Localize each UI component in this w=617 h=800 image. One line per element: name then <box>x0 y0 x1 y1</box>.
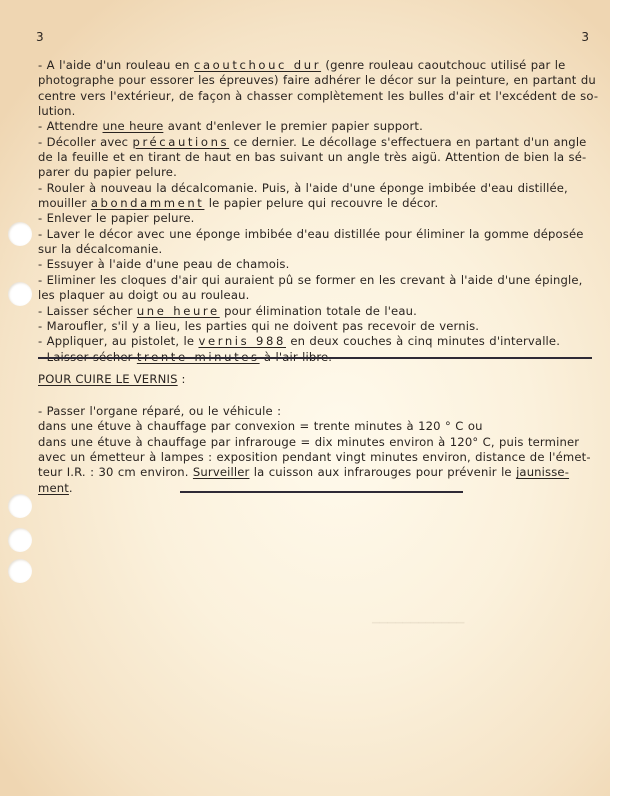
scan-edge-bottom <box>0 796 617 800</box>
text-run: - A l'aide d'un rouleau en <box>38 58 194 72</box>
text-run: - Eliminer les cloques d'air qui auraient pû se former en les crevant à l'aide d'une épingle, <box>38 272 583 287</box>
underlined-term: vernis 988 <box>198 334 286 349</box>
text-line <box>38 450 594 465</box>
punch-hole <box>8 528 32 552</box>
text-run: avec un émetteur à lampes : exposition pendant vingt minutes environ, distance de l'émet- <box>38 450 591 465</box>
text-run: pour élimination totale de l'eau. <box>219 303 417 318</box>
section-divider <box>38 357 592 359</box>
instructions-text <box>38 58 599 365</box>
section-body-text <box>38 404 594 496</box>
text-run: les plaquer au doigt ou au rouleau. <box>38 288 250 303</box>
text-line <box>38 135 594 150</box>
text-line <box>38 227 594 242</box>
text-run: dans une étuve à chauffage par infrarouge = dix minutes environ à 120° C, puis terminer <box>38 434 580 449</box>
text-line <box>38 58 594 73</box>
punch-hole <box>8 222 32 246</box>
underlined-term: Surveiller <box>192 465 250 480</box>
scan-edge-right <box>610 0 617 800</box>
text-line <box>38 165 594 180</box>
text-line <box>38 273 594 288</box>
text-line <box>38 73 594 88</box>
text-line <box>38 481 594 496</box>
punch-hole <box>8 282 32 306</box>
text-line <box>38 304 594 319</box>
text-line <box>38 435 594 450</box>
text-run: - Appliquer, au pistolet, le <box>38 334 199 349</box>
text-run: avant d'enlever le premier papier support. <box>163 119 423 134</box>
text-line <box>38 465 594 480</box>
text-run: de la feuille et en tirant de haut en bas suivant un angle très aigü. Attention de bien la sé- <box>38 150 587 165</box>
punch-hole <box>8 494 32 518</box>
underlined-term: précautions <box>132 134 230 149</box>
text-line <box>38 257 594 272</box>
bleed-through-text: ▁▁▁▁▁▁▁▁▁▁▁▁ <box>372 613 465 624</box>
text-line <box>38 319 594 334</box>
section-title-text: POUR CUIRE LE VERNIS <box>38 372 178 386</box>
page-number-right: 3 <box>581 30 589 44</box>
text-line <box>38 419 594 434</box>
text-run: - Passer l'organe réparé, ou le véhicule : <box>38 404 282 418</box>
text-run: . <box>68 480 73 495</box>
text-run: - Rouler à nouveau la décalcomanie. Puis, à l'aide d'une éponge imbibée d'eau distillée, <box>38 180 568 195</box>
text-line <box>38 88 599 104</box>
text-run: le papier pelure qui recouvre le décor. <box>204 196 439 211</box>
text-run: - Maroufler, s'il y a lieu, les parties qui ne doivent pas recevoir de vernis. <box>38 318 480 333</box>
text-run: lution. <box>38 104 76 119</box>
text-run: centre vers l'extérieur, de façon à chasser complètement les bulles d'air et l'excédent de so- <box>38 88 599 103</box>
punch-hole <box>8 559 32 583</box>
text-run: - Décoller avec <box>38 134 133 149</box>
text-line <box>38 404 594 419</box>
text-run: - Laver le décor avec une éponge imbibée d'eau distillée pour éliminer la gomme déposée <box>38 226 584 241</box>
text-line <box>38 196 594 211</box>
text-run: - Essuyer à l'aide d'une peau de chamois. <box>38 257 290 272</box>
text-line <box>38 211 594 226</box>
text-line <box>38 181 594 196</box>
section-title-colon: : <box>177 372 186 386</box>
text-line <box>38 150 594 165</box>
underlined-term: abondamment <box>90 196 205 211</box>
underlined-term: ment <box>38 480 69 495</box>
text-line <box>38 334 594 349</box>
text-run: teur I.R. : 30 cm environ. <box>38 465 193 480</box>
underlined-term: une heure <box>136 303 220 318</box>
text-run: dans une étuve à chauffage par convexion = trente minutes à 120 ° C ou <box>38 419 483 434</box>
underlined-term: caoutchouc dur <box>194 58 322 72</box>
text-line <box>38 104 594 119</box>
text-line <box>38 288 594 303</box>
text-run: mouiller <box>38 196 91 211</box>
text-run: la cuisson aux infrarouges pour prévenir le <box>249 465 517 480</box>
page-number-left: 3 <box>36 30 44 44</box>
text-run: ce dernier. Le décollage s'effectuera en partant d'un angle <box>229 134 587 149</box>
underlined-term: jaunisse- <box>516 465 570 480</box>
text-line <box>38 242 594 257</box>
text-run: parer du papier pelure. <box>38 165 177 180</box>
text-run: - Enlever le papier pelure. <box>38 211 195 226</box>
section-title <box>38 372 186 387</box>
text-run: sur la décalcomanie. <box>38 242 163 257</box>
text-run: - Laisser sécher <box>38 303 137 318</box>
end-rule <box>180 491 463 493</box>
text-run: en deux couches à cinq minutes d'intervalle. <box>285 334 561 349</box>
text-run: (genre rouleau caoutchouc utilisé par le <box>321 58 566 72</box>
text-run: photographe pour essorer les épreuves) faire adhérer le décor sur la peinture, en partant du <box>38 73 596 88</box>
underlined-term: une heure <box>102 119 164 134</box>
text-line <box>38 119 594 134</box>
text-run: - Attendre <box>38 119 103 134</box>
